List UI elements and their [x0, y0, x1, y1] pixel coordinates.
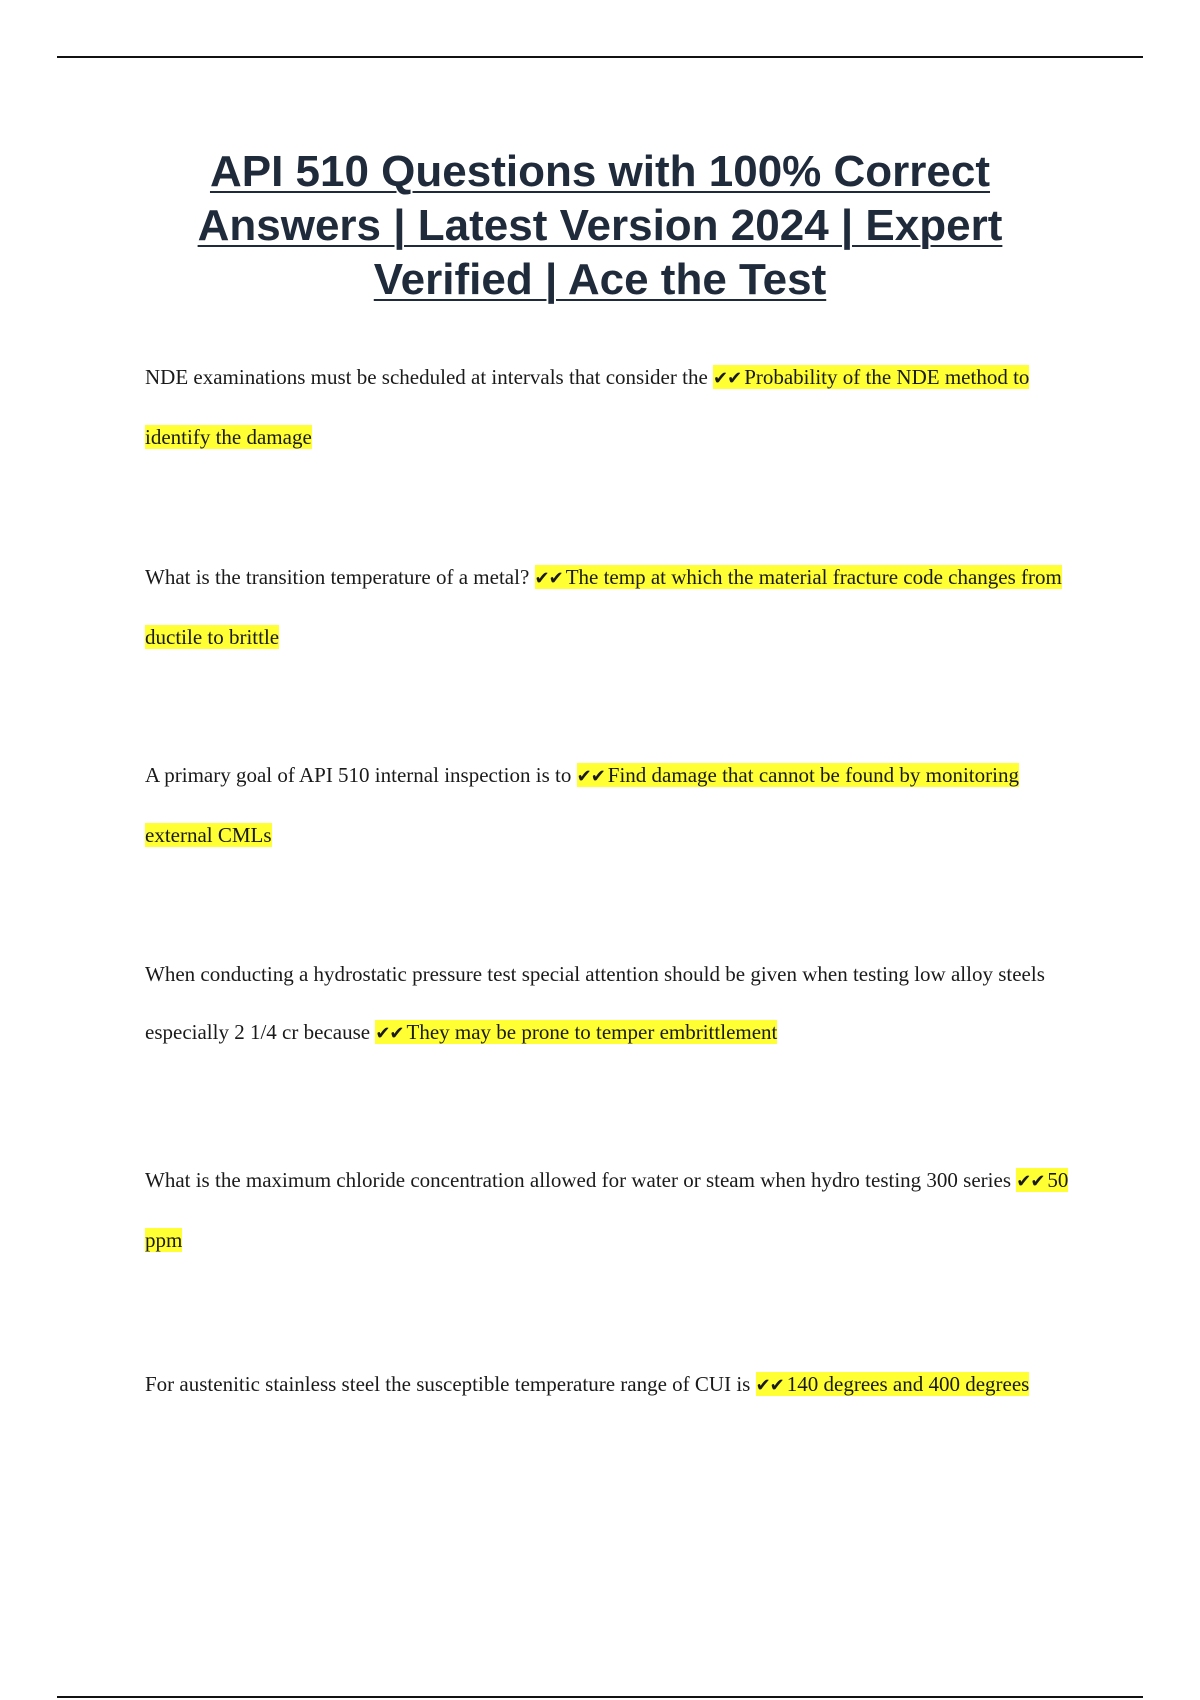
answer-text: 140 degrees and 400 degrees	[786, 1372, 1030, 1396]
answer-text: Find damage that cannot be found by monitoring external CMLs	[145, 763, 1019, 847]
double-check-icon: ✔✔	[755, 1375, 784, 1396]
answer-text: 50 ppm	[145, 1168, 1069, 1252]
answer-text: Probability of the NDE method to identify the damage	[145, 365, 1030, 449]
qa-item-6	[145, 1355, 1090, 1415]
answer-highlight	[375, 1020, 777, 1044]
answer-highlight	[756, 1372, 1030, 1396]
question-text: NDE examinations must be scheduled at intervals that consider the	[145, 365, 714, 389]
question-text: When conducting a hydrostatic pressure test special attention should be given when testing low alloy steels especially 2 1/4 cr because	[145, 962, 1045, 1044]
top-rule	[57, 56, 1143, 58]
question-text: What is the maximum chloride concentration allowed for water or steam when hydro testing 300 series	[145, 1168, 1017, 1192]
double-check-icon: ✔✔	[1016, 1171, 1045, 1192]
question-text: For austenitic stainless steel the susceptible temperature range of CUI is	[145, 1372, 756, 1396]
double-check-icon: ✔✔	[713, 368, 742, 389]
double-check-icon: ✔✔	[375, 1023, 404, 1044]
answer-text: They may be prone to temper embrittlement	[406, 1020, 778, 1044]
question-text: A primary goal of API 510 internal inspection is to	[145, 763, 577, 787]
qa-item-5	[145, 1151, 1090, 1269]
qa-item-2	[145, 548, 1090, 666]
qa-item-1	[145, 348, 1090, 466]
answer-text: The temp at which the material fracture code changes from ductile to brittle	[145, 565, 1062, 649]
qa-item-3	[145, 746, 1090, 864]
bottom-rule	[57, 1696, 1143, 1698]
double-check-icon: ✔✔	[534, 568, 563, 589]
document-title: API 510 Questions with 100% Correct Answers | Latest Version 2024 | Expert Verified | Ace the Test	[197, 147, 1003, 304]
qa-item-4	[145, 945, 1090, 1063]
double-check-icon: ✔✔	[576, 766, 605, 787]
question-text: What is the transition temperature of a metal?	[145, 565, 535, 589]
